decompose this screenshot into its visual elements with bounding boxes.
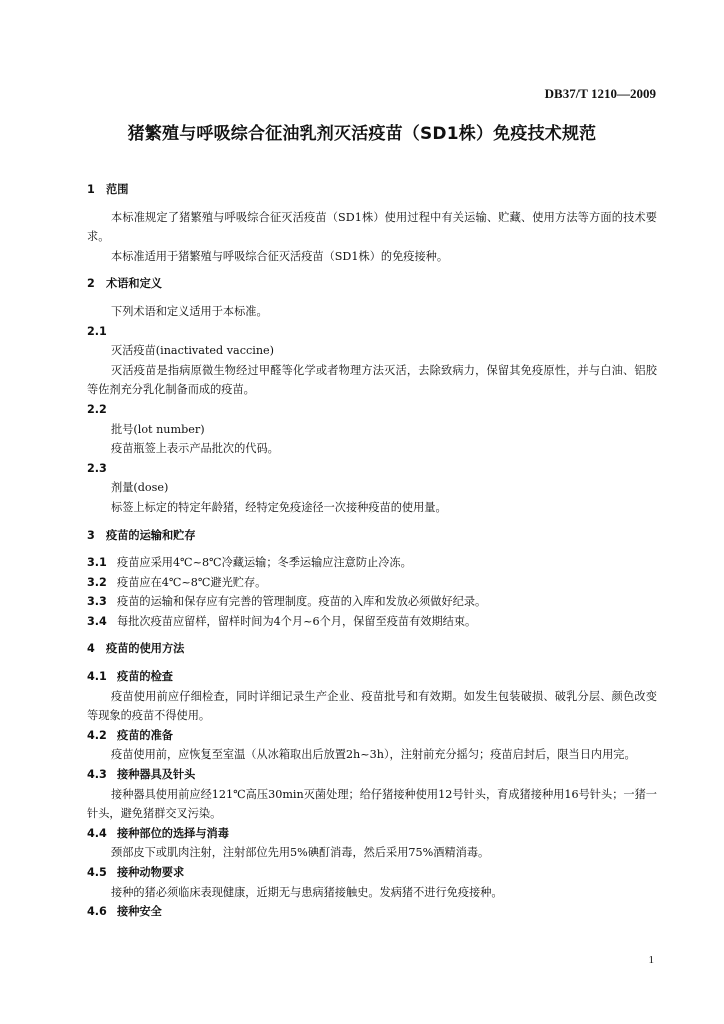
section-2-heading: 2 术语和定义 <box>87 277 162 291</box>
section-2-intro: 下列术语和定义适用于本标准。 <box>111 304 268 318</box>
term-2-2-definition: 疫苗瓶签上表示产品批次的代码。 <box>111 442 279 456</box>
document-title: 猪繁殖与呼吸综合征油乳剂灭活疫苗（SD1株）免疫技术规范 <box>127 124 597 144</box>
term-2-3-number: 2.3 <box>87 461 107 475</box>
term-2-3-definition: 标签上标定的特定年龄猪，经特定免疫途径一次接种疫苗的使用量。 <box>111 500 447 514</box>
subsection-4-5-text: 接种的猪必须临床表现健康，近期无与患病猪接触史。发病猪不进行免疫接种。 <box>111 885 503 899</box>
subsection-4-5-heading: 4.5 接种动物要求 <box>87 866 185 879</box>
section-1-paragraph-1: 本标准规定了猪繁殖与呼吸综合征灭活疫苗（SD1株）使用过程中有关运输、贮藏、使用方法等方面的技术要求。 <box>87 210 657 244</box>
subsection-4-1-text: 疫苗使用前应仔细检查，同时详细记录生产企业、疫苗批号和有效期。如发生包装破损、破乳分层、颜色改变等现象的疫苗不得使用。 <box>87 689 657 723</box>
section-1-heading: 1 范围 <box>87 183 129 196</box>
document-number: DB37/T 1210—2009 <box>544 86 656 101</box>
list-item: 3.3 疫苗的运输和保存应有完善的管理制度。疫苗的入库和发放必须做好纪录。 <box>87 595 487 609</box>
section-3-heading: 3 疫苗的运输和贮存 <box>87 528 196 542</box>
list-item: 3.2 疫苗应在4℃~8℃避光贮存。 <box>87 575 267 589</box>
term-2-1-definition: 灭活疫苗是指病原微生物经过甲醛等化学或者物理方法灭活，去除致病力，保留其免疫原性，并与白油、铝胶等佐剂充分乳化制备而成的疫苗。 <box>87 363 657 397</box>
section-1-paragraph-2: 本标准适用于猪繁殖与呼吸综合征灭活疫苗（SD1株）的免疫接种。 <box>111 249 449 263</box>
subsection-4-4-heading: 4.4 接种部位的选择与消毒 <box>87 826 229 840</box>
subsection-4-3-text: 接种器具使用前应经121℃高压30min灭菌处理；给仔猪接种使用12号针头，育成猪接种用16号针头；一猪一针头，避免猪群交叉污染。 <box>87 787 657 821</box>
document-body <box>87 180 657 922</box>
subsection-4-6-heading: 4.6 接种安全 <box>87 905 162 919</box>
subsection-4-4-text: 颈部皮下或肌肉注射，注射部位先用5%碘酊消毒，然后采用75%酒精消毒。 <box>111 846 490 860</box>
subsection-4-1-heading: 4.1 疫苗的检查 <box>87 670 173 684</box>
term-2-2-name: 批号(lot number) <box>111 422 205 436</box>
section-4-heading: 4 疫苗的使用方法 <box>87 642 185 656</box>
term-2-3-name: 剂量(dose) <box>111 481 169 495</box>
term-2-1-number: 2.1 <box>87 324 107 338</box>
term-2-2-number: 2.2 <box>87 402 107 416</box>
subsection-4-2-text: 疫苗使用前，应恢复至室温（从冰箱取出后放置2h~3h），注射前充分摇匀；疫苗启封后，限当日内用完。 <box>111 748 636 762</box>
subsection-4-2-heading: 4.2 疫苗的准备 <box>87 728 173 742</box>
page-number: 1 <box>648 954 654 966</box>
list-item: 3.4 每批次疫苗应留样，留样时间为4个月~6个月，保留至疫苗有效期结束。 <box>87 614 477 628</box>
list-item: 3.1 疫苗应采用4℃~8℃冷藏运输；冬季运输应注意防止冷冻。 <box>87 556 412 570</box>
subsection-4-3-heading: 4.3 接种器具及针头 <box>87 768 196 782</box>
term-2-1-name: 灭活疫苗(inactivated vaccine) <box>111 344 275 358</box>
